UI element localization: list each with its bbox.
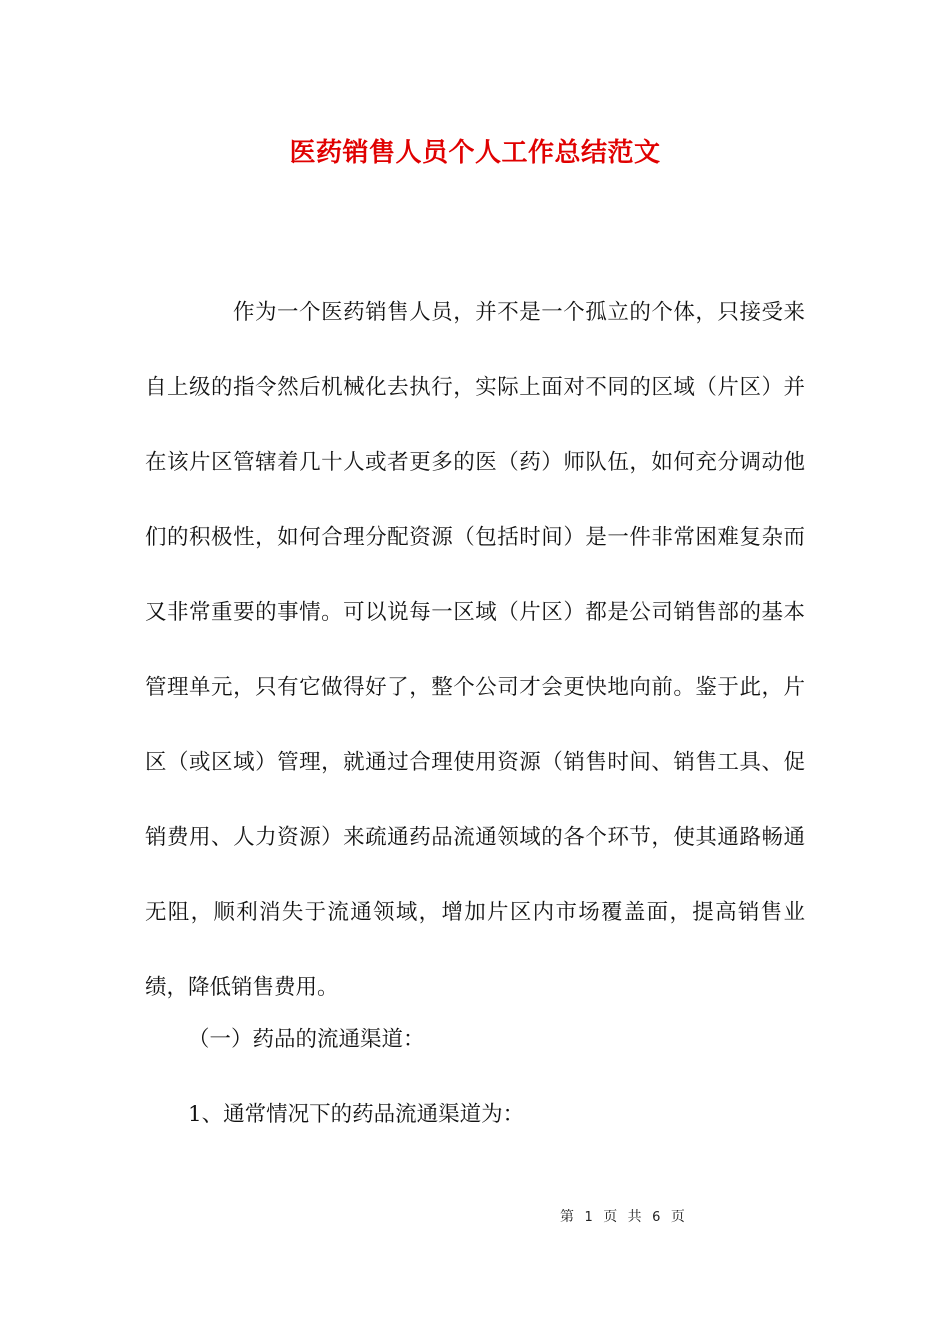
document-title: 医药销售人员个人工作总结范文	[289, 138, 661, 168]
footer-prefix: 第	[560, 1209, 574, 1225]
footer-total-pages: 6	[652, 1210, 661, 1225]
section-heading: （一）药品的流通渠道：	[188, 1027, 425, 1052]
footer-total-prefix: 共	[627, 1209, 642, 1225]
page-footer	[560, 1206, 691, 1229]
footer-current-page: 1	[584, 1210, 593, 1225]
footer-page-label: 页	[603, 1209, 618, 1225]
sub-heading: 1、通常情况下的药品流通渠道为：	[188, 1102, 525, 1127]
footer-suffix: 页	[670, 1209, 685, 1225]
body-paragraph: 作为一个医药销售人员，并不是一个孤立的个体，只接受来自上级的指令然后机械化去执行，实际上面对不同的区域（片区）并在该片区管辖着几十人或者更多的医（药）师队伍，如何充分调动他们的积极性，如何合理分配资源（包括时间）是一件非常困难复杂而又非常重要的事情。可以说每一区域（片区）都是公司销售部的基本管理单元，只有它做得好了，整个公司才会更快地向前。鉴于此，片区（或区域）管理，就通过合理使用资源（销售时间、销售工具、促销费用、人力资源）来疏通药品流通领域的各个环节，使其通路畅通无阻，顺利消失于流通领域，增加片区内市场覆盖面，提高销售业绩，降低销售费用。	[145, 300, 805, 1000]
